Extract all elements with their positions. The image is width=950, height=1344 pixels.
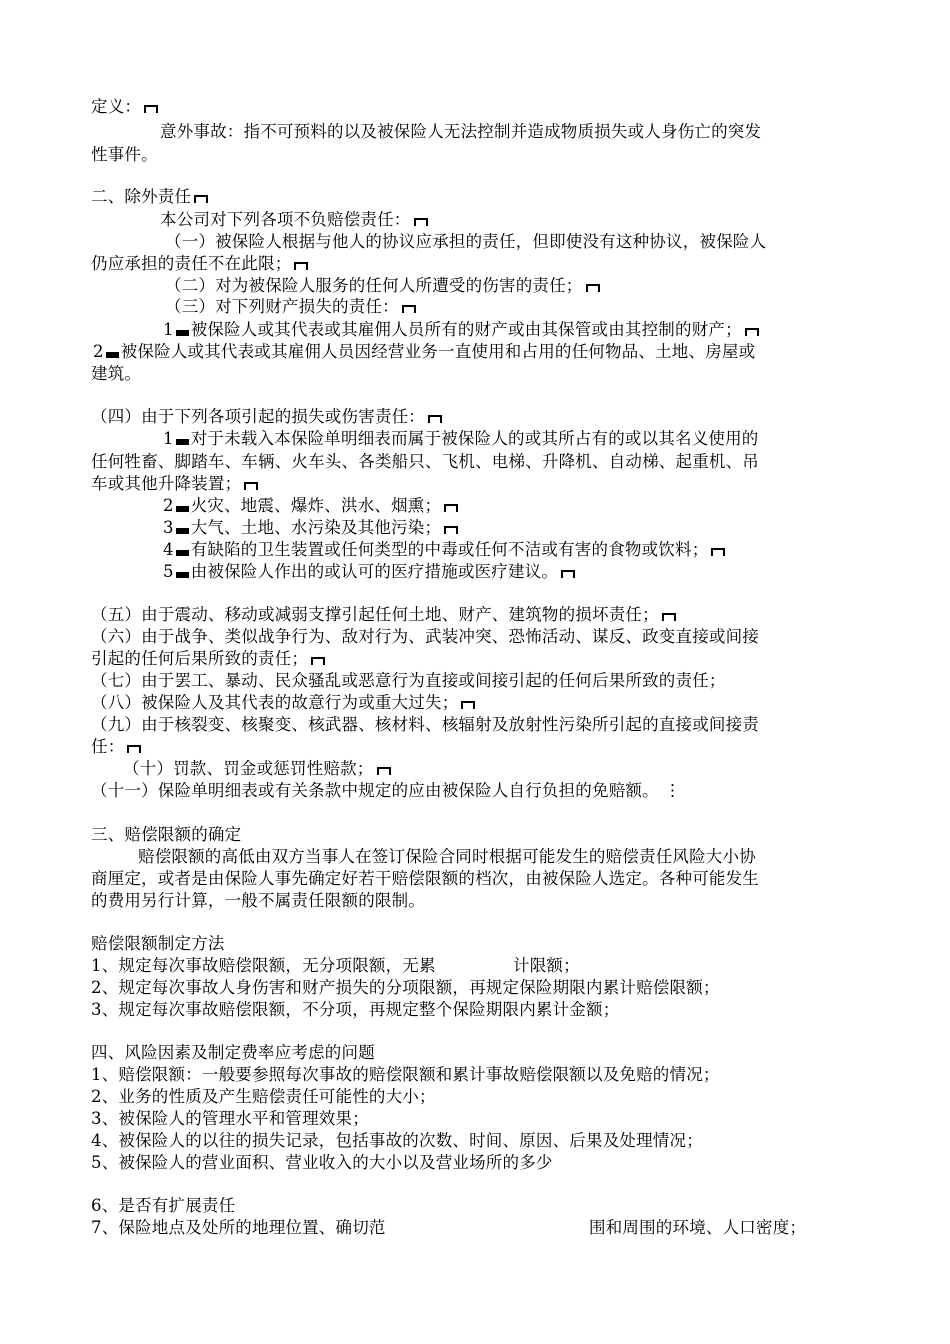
definition-heading: 定义： xyxy=(91,96,158,118)
exclusion-6-line-1: （六）由于战争、类似战争行为、敌对行为、武装冲突、恐怖活动、谋反、政变直接或间接 xyxy=(91,627,759,646)
paragraph-mark-icon xyxy=(662,613,676,621)
exclusion-4-item-5: 5 由被保险人作出的或认可的医疗措施或医疗建议。 xyxy=(163,561,575,583)
exclusion-11: （十一）保险单明细表或有关条款中规定的应由被保险人自行负担的免赔额。 ⋮ xyxy=(91,781,681,800)
risk-factor-7-part-2: 围和周围的环境、人口密度； xyxy=(589,1218,807,1237)
exclusion-8: （八）被保险人及其代表的故意行为或重大过失； xyxy=(91,692,475,714)
ellipsis-mark-icon: ⋮ xyxy=(664,781,681,800)
paragraph-mark-icon xyxy=(561,570,575,578)
exclusion-4: （四）由于下列各项引起的损失或伤害责任： xyxy=(91,406,442,428)
paragraph-mark-icon xyxy=(402,305,416,313)
exclusion-6-line-2: 引起的任何后果所致的责任； xyxy=(91,648,325,670)
paragraph-mark-icon xyxy=(377,767,391,775)
exclusions-intro: 本公司对下列各项不负赔偿责任： xyxy=(160,209,428,231)
bullet-mark-icon xyxy=(176,550,189,556)
bullet-mark-icon xyxy=(176,528,189,534)
bullet-mark-icon xyxy=(176,439,189,445)
paragraph-mark-icon xyxy=(144,105,158,113)
exclusion-1-line-1: （一）被保险人根据与他人的协议应承担的责任，但即使没有这种协议，被保险人 xyxy=(165,232,767,251)
risk-factor-4: 4、被保险人的以往的损失记录，包括事故的次数、时间、原因、后果及处理情况； xyxy=(91,1131,703,1150)
exclusion-4-item-4: 4 有缺陷的卫生装置或任何类型的中毒或任何不洁或有害的食物或饮料； xyxy=(163,539,725,561)
exclusion-3-item-1: 1 被保险人或其代表或其雇佣人员所有的财产或由其保管或由其控制的财产； xyxy=(163,319,759,341)
paragraph-mark-icon xyxy=(294,262,308,270)
exclusion-5: （五）由于震动、移动或减弱支撑引起任何土地、财产、建筑物的损坏责任； xyxy=(91,604,676,626)
paragraph-mark-icon xyxy=(414,218,428,226)
bullet-mark-icon xyxy=(106,352,119,358)
exclusion-9-line-1: （九）由于核裂变、核聚变、核武器、核材料、核辐射及放射性污染所引起的直接或间接责 xyxy=(91,715,759,734)
exclusion-3-item-2-line-1: 2 被保险人或其代表或其雇佣人员因经营业务一直使用和占用的任何物品、土地、房屋或 xyxy=(93,342,756,361)
section-3-para-line-2: 商厘定，或者是由保险人事先确定好若干赔偿限额的档次，由被保险人选定。各种可能发生 xyxy=(91,869,759,888)
bullet-mark-icon xyxy=(176,330,189,336)
paragraph-mark-icon xyxy=(244,482,258,490)
exclusion-3-item-2-line-2: 建筑。 xyxy=(91,364,142,383)
limit-method-1-part-2: 计限额； xyxy=(513,956,580,975)
section-3-para-line-3: 的费用另行计算，一般不属责任限额的限制。 xyxy=(91,891,425,910)
risk-factor-1: 1、赔偿限额：一般要参照每次事故的赔偿限额和累计事故赔偿限额以及免赔的情况； xyxy=(91,1065,720,1084)
risk-factor-2: 2、业务的性质及产生赔偿责任可能性的大小； xyxy=(91,1087,436,1106)
risk-factor-3: 3、被保险人的管理水平和管理效果； xyxy=(91,1109,369,1128)
section-4-heading: 四、风险因素及制定费率应考虑的问题 xyxy=(91,1043,375,1062)
exclusion-2: （二）对为被保险人服务的任何人所遭受的伤害的责任； xyxy=(165,275,600,297)
exclusion-9-line-2: 任： xyxy=(91,736,141,758)
exclusion-4-item-3: 3 大气、土地、水污染及其他污染； xyxy=(163,517,458,539)
limit-method-2: 2、规定每次事故人身伤害和财产损失的分项限额，再规定保险期限内累计赔偿限额； xyxy=(91,978,720,997)
exclusion-10: （十）罚款、罚金或惩罚性赔款； xyxy=(123,758,391,780)
limit-method-3: 3、规定每次事故赔偿限额，不分项，再规定整个保险期限内累计金额； xyxy=(91,1000,620,1019)
paragraph-mark-icon xyxy=(444,526,458,534)
accident-definition-line-2: 性事件。 xyxy=(91,145,158,164)
section-3-heading: 三、赔偿限额的确定 xyxy=(91,825,242,844)
exclusion-4-item-2: 2 火灾、地震、爆炸、洪水、烟熏； xyxy=(163,495,458,517)
exclusion-4-item-1-line-2: 任何牲畜、脚踏车、车辆、火车头、各类船只、飞机、电梯、升降机、自动梯、起重机、吊 xyxy=(91,452,759,471)
paragraph-mark-icon xyxy=(461,701,475,709)
accident-definition-line-1: 意外事故：指不可预料的以及被保险人无法控制并造成物质损失或人身伤亡的突发 xyxy=(160,122,762,141)
paragraph-mark-icon xyxy=(745,328,759,336)
paragraph-mark-icon xyxy=(311,657,325,665)
paragraph-mark-icon xyxy=(586,284,600,292)
paragraph-mark-icon xyxy=(711,548,725,556)
risk-factor-5: 5、被保险人的营业面积、营业收入的大小以及营业场所的多少 xyxy=(91,1153,553,1172)
limit-method-1-part-1: 1、规定每次事故赔偿限额，无分项限额，无累 xyxy=(91,956,436,975)
exclusion-1-line-2: 仍应承担的责任不在此限； xyxy=(91,253,308,275)
risk-factor-7-part-1: 7、保险地点及处所的地理位置、确切范 xyxy=(91,1218,386,1237)
section-2-heading: 二、除外责任 xyxy=(91,186,208,208)
exclusion-4-item-1-line-3: 车或其他升降装置； xyxy=(91,473,258,495)
bullet-mark-icon xyxy=(176,572,189,578)
limit-methods-heading: 赔偿限额制定方法 xyxy=(91,934,225,953)
paragraph-mark-icon xyxy=(127,745,141,753)
paragraph-mark-icon xyxy=(444,504,458,512)
paragraph-mark-icon xyxy=(194,195,208,203)
bullet-mark-icon xyxy=(176,506,189,512)
exclusion-3: （三）对下列财产损失的责任： xyxy=(165,296,416,318)
exclusion-4-item-1-line-1: 1 对于未载入本保险单明细表而属于被保险人的或其所占有的或以其名义使用的 xyxy=(163,429,759,448)
paragraph-mark-icon xyxy=(428,415,442,423)
section-3-para-line-1: 赔偿限额的高低由双方当事人在签订保险合同时根据可能发生的赔偿责任风险大小协 xyxy=(138,847,756,866)
exclusion-7: （七）由于罢工、暴动、民众骚乱或恶意行为直接或间接引起的任何后果所致的责任； xyxy=(91,671,726,690)
risk-factor-6: 6、是否有扩展责任 xyxy=(91,1196,236,1215)
